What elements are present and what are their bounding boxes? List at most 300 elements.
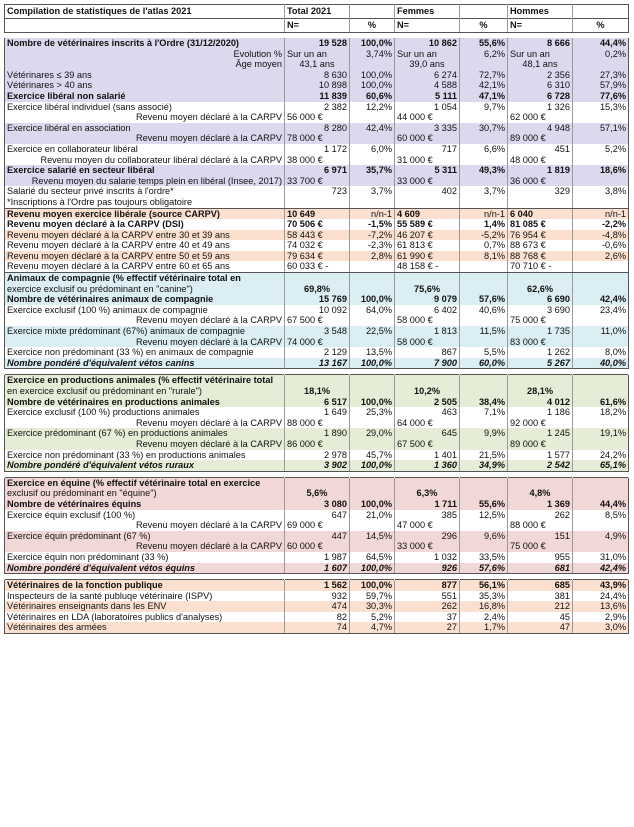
cell-total-n: 60 033 € - bbox=[285, 261, 350, 272]
cell-hommes-n: 47 bbox=[508, 622, 573, 633]
cell-hommes-pct: 18,6% bbox=[573, 165, 629, 176]
cell-hommes-pct: 44,4% bbox=[573, 499, 629, 510]
cell-femmes-n: 1 360 bbox=[395, 460, 460, 471]
cell-total-n bbox=[285, 477, 350, 488]
row-label: Revenu moyen du collaborateur libéral déclaré à la CARPV bbox=[5, 155, 285, 166]
cell-hommes-pct bbox=[573, 375, 629, 386]
cell-total-n: 8 280 bbox=[285, 123, 350, 134]
table-row bbox=[5, 601, 629, 612]
table-row bbox=[5, 91, 629, 102]
cell-total-n: 3 080 bbox=[285, 499, 350, 510]
cell-hommes-n: 6 690 bbox=[508, 294, 573, 305]
cell-hommes-n: 28,1% bbox=[508, 386, 573, 397]
cell-hommes-n: 1 735 bbox=[508, 326, 573, 337]
cell-hommes-n: 262 bbox=[508, 510, 573, 521]
cell-hommes-pct: 18,2% bbox=[573, 407, 629, 418]
cell-total-pct: -2,3% bbox=[350, 240, 395, 251]
table-row bbox=[5, 591, 629, 602]
table-row bbox=[5, 488, 629, 499]
row-label: en exercice exclusif ou prédominant en "rurale") bbox=[5, 386, 285, 397]
table-row bbox=[5, 176, 629, 187]
cell-total-n: 60 000 € bbox=[285, 541, 350, 552]
cell-total-n: 1 172 bbox=[285, 144, 350, 155]
cell-total-pct: -7,2% bbox=[350, 230, 395, 241]
cell-hommes-n: 955 bbox=[508, 552, 573, 563]
cell-femmes-n: 1 813 bbox=[395, 326, 460, 337]
cell-femmes-pct bbox=[460, 284, 508, 295]
cell-femmes-n: 6,3% bbox=[395, 488, 460, 499]
cell-total-n: 723 bbox=[285, 186, 350, 197]
row-label: Nombre pondéré d'équivalent vétos équins bbox=[5, 563, 285, 574]
cell-femmes-n: 75,6% bbox=[395, 284, 460, 295]
row-label: Vétérinaires enseignants dans les ENV bbox=[5, 601, 285, 612]
cell-femmes-pct bbox=[460, 273, 508, 284]
cell-hommes-pct: 23,4% bbox=[573, 305, 629, 316]
cell-hommes-pct bbox=[573, 59, 629, 70]
cell-femmes-n: 1 032 bbox=[395, 552, 460, 563]
cell-total-pct bbox=[350, 439, 395, 450]
cell-femmes-n bbox=[395, 273, 460, 284]
cell-total-pct: 12,2% bbox=[350, 102, 395, 113]
table-row bbox=[5, 428, 629, 439]
cell-femmes-pct: 11,5% bbox=[460, 326, 508, 337]
cell-femmes-pct bbox=[460, 337, 508, 348]
cell-total-pct bbox=[350, 418, 395, 429]
table-row bbox=[5, 123, 629, 134]
cell-femmes-pct: 9,9% bbox=[460, 428, 508, 439]
cell-total-pct bbox=[350, 155, 395, 166]
header-total: Total 2021 bbox=[285, 5, 350, 19]
table-row bbox=[5, 305, 629, 316]
cell-femmes-pct: 56,1% bbox=[460, 580, 508, 591]
cell-total-n: 78 000 € bbox=[285, 133, 350, 144]
row-label: Revenu moyen exercice libérale (source CARPV) bbox=[5, 208, 285, 219]
row-label: Revenu moyen déclaré à la CARPV bbox=[5, 520, 285, 531]
cell-hommes-pct: -4,8% bbox=[573, 230, 629, 241]
row-label: Evolution % bbox=[5, 49, 285, 60]
cell-hommes-pct: 24,4% bbox=[573, 591, 629, 602]
table-row bbox=[5, 197, 629, 208]
row-label: Nombre pondéré d'équivalent vétos canins bbox=[5, 358, 285, 369]
cell-hommes-pct bbox=[573, 315, 629, 326]
row-label: Vétérinares > 40 ans bbox=[5, 80, 285, 91]
cell-femmes-pct: 34,9% bbox=[460, 460, 508, 471]
cell-hommes-n: 4 948 bbox=[508, 123, 573, 134]
cell-hommes-n: 48,1 ans bbox=[508, 59, 573, 70]
cell-femmes-n: 37 bbox=[395, 612, 460, 623]
cell-hommes-n: 81 085 € bbox=[508, 219, 573, 230]
cell-hommes-n: 1 819 bbox=[508, 165, 573, 176]
cell-femmes-pct bbox=[460, 439, 508, 450]
table-row bbox=[5, 397, 629, 408]
cell-total-n: 18,1% bbox=[285, 386, 350, 397]
cell-total-n: 38 000 € bbox=[285, 155, 350, 166]
cell-total-n: 74 bbox=[285, 622, 350, 633]
row-label: Revenu moyen déclaré à la CARPV bbox=[5, 418, 285, 429]
table-row bbox=[5, 460, 629, 471]
table-row bbox=[5, 294, 629, 305]
cell-femmes-n: 33 000 € bbox=[395, 541, 460, 552]
table-row bbox=[5, 386, 629, 397]
cell-femmes-n: 3 335 bbox=[395, 123, 460, 134]
cell-hommes-n: 2 356 bbox=[508, 70, 573, 81]
row-label: Exercice en équine (% effectif vétérinaire total en exercice bbox=[5, 477, 285, 488]
cell-hommes-pct bbox=[573, 337, 629, 348]
cell-hommes-pct bbox=[573, 386, 629, 397]
cell-femmes-pct: 55,6% bbox=[460, 38, 508, 49]
cell-femmes-n: 44 000 € bbox=[395, 112, 460, 123]
cell-total-pct bbox=[350, 477, 395, 488]
row-label: Exercice libéral en association bbox=[5, 123, 285, 134]
cell-hommes-n bbox=[508, 197, 573, 208]
cell-hommes-pct bbox=[573, 439, 629, 450]
header-femmes: Femmes bbox=[395, 5, 460, 19]
cell-hommes-pct bbox=[573, 261, 629, 272]
cell-femmes-n: 296 bbox=[395, 531, 460, 542]
row-label: Revenu moyen déclaré à la CARPV entre 40 et 49 ans bbox=[5, 240, 285, 251]
row-label: Exercice libéral individuel (sans associé) bbox=[5, 102, 285, 113]
cell-total-n bbox=[285, 197, 350, 208]
cell-femmes-pct: 0,7% bbox=[460, 240, 508, 251]
table-row bbox=[5, 499, 629, 510]
cell-total-n: 15 769 bbox=[285, 294, 350, 305]
cell-total-n: 86 000 € bbox=[285, 439, 350, 450]
cell-total-pct bbox=[350, 488, 395, 499]
cell-hommes-pct: n/n-1 bbox=[573, 208, 629, 219]
cell-femmes-n: Sur un an bbox=[395, 49, 460, 60]
cell-hommes-pct: 27,3% bbox=[573, 70, 629, 81]
cell-total-n: 447 bbox=[285, 531, 350, 542]
cell-femmes-pct: 6,2% bbox=[460, 49, 508, 60]
cell-total-n: 43,1 ans bbox=[285, 59, 350, 70]
cell-total-n: 2 382 bbox=[285, 102, 350, 113]
cell-hommes-pct bbox=[573, 112, 629, 123]
cell-hommes-pct: 8,5% bbox=[573, 510, 629, 521]
row-label: Nombre de vétérinaires inscrits à l'Ordre (31/12/2020) bbox=[5, 38, 285, 49]
cell-hommes-pct: 3,0% bbox=[573, 622, 629, 633]
row-label: Nombre de vétérinaires équins bbox=[5, 499, 285, 510]
cell-hommes-n: 62 000 € bbox=[508, 112, 573, 123]
cell-hommes-n: 8 666 bbox=[508, 38, 573, 49]
cell-total-pct: 100,0% bbox=[350, 563, 395, 574]
cell-femmes-pct bbox=[460, 261, 508, 272]
cell-total-pct bbox=[350, 133, 395, 144]
row-label: Exercice équin non prédominant (33 %) bbox=[5, 552, 285, 563]
row-label: Animaux de compagnie (% effectif vétérinaire total en bbox=[5, 273, 285, 284]
cell-femmes-pct: 49,3% bbox=[460, 165, 508, 176]
cell-femmes-pct: -5,2% bbox=[460, 230, 508, 241]
cell-total-n: 10 898 bbox=[285, 80, 350, 91]
row-label: exclusif ou prédominant en "équine") bbox=[5, 488, 285, 499]
table-row bbox=[5, 347, 629, 358]
table-row bbox=[5, 112, 629, 123]
cell-femmes-n: 27 bbox=[395, 622, 460, 633]
cell-hommes-n: 62,6% bbox=[508, 284, 573, 295]
cell-total-n: 8 630 bbox=[285, 70, 350, 81]
cell-hommes-pct: 0,2% bbox=[573, 49, 629, 60]
statistics-table bbox=[4, 4, 629, 634]
cell-hommes-pct: 77,6% bbox=[573, 91, 629, 102]
table-row bbox=[5, 315, 629, 326]
cell-femmes-pct: 60,0% bbox=[460, 358, 508, 369]
cell-total-n: 2 129 bbox=[285, 347, 350, 358]
cell-total-n: 70 506 € bbox=[285, 219, 350, 230]
table-row bbox=[5, 80, 629, 91]
cell-hommes-pct: -0,6% bbox=[573, 240, 629, 251]
cell-femmes-pct bbox=[460, 315, 508, 326]
table-row bbox=[5, 165, 629, 176]
table-row bbox=[5, 240, 629, 251]
cell-femmes-n: 551 bbox=[395, 591, 460, 602]
cell-femmes-pct: 55,6% bbox=[460, 499, 508, 510]
cell-hommes-pct: 42,4% bbox=[573, 294, 629, 305]
cell-femmes-pct: 9,7% bbox=[460, 102, 508, 113]
table-title: Compilation de statistiques de l'atlas 2021 bbox=[5, 5, 285, 19]
cell-total-pct bbox=[350, 197, 395, 208]
cell-hommes-n: Sur un an bbox=[508, 49, 573, 60]
cell-hommes-n bbox=[508, 273, 573, 284]
cell-hommes-n: 1 326 bbox=[508, 102, 573, 113]
cell-total-pct: 100,0% bbox=[350, 460, 395, 471]
cell-hommes-n: 83 000 € bbox=[508, 337, 573, 348]
row-label: Exercice prédominant (67 %) en productions animales bbox=[5, 428, 285, 439]
cell-total-n: 69,8% bbox=[285, 284, 350, 295]
cell-total-n: 79 634 € bbox=[285, 251, 350, 262]
cell-femmes-pct bbox=[460, 176, 508, 187]
table-row bbox=[5, 326, 629, 337]
cell-total-pct bbox=[350, 273, 395, 284]
table-row bbox=[5, 273, 629, 284]
cell-total-pct bbox=[350, 520, 395, 531]
row-label: Revenu moyen déclaré à la CARPV entre 50 et 59 ans bbox=[5, 251, 285, 262]
subheader-n-total: N= bbox=[285, 19, 350, 33]
table-row bbox=[5, 208, 629, 219]
row-label: Revenu moyen déclaré à la CARPV entre 30 et 39 ans bbox=[5, 230, 285, 241]
cell-total-pct bbox=[350, 59, 395, 70]
cell-femmes-n: 33 000 € bbox=[395, 176, 460, 187]
cell-hommes-n: 1 369 bbox=[508, 499, 573, 510]
table-row bbox=[5, 552, 629, 563]
cell-femmes-n: 385 bbox=[395, 510, 460, 521]
cell-total-pct: 100,0% bbox=[350, 358, 395, 369]
table-row bbox=[5, 230, 629, 241]
cell-femmes-n: 60 000 € bbox=[395, 133, 460, 144]
table-row bbox=[5, 144, 629, 155]
cell-total-pct bbox=[350, 112, 395, 123]
cell-total-n: 6 517 bbox=[285, 397, 350, 408]
cell-total-n: 11 839 bbox=[285, 91, 350, 102]
cell-total-pct bbox=[350, 315, 395, 326]
cell-total-n: 647 bbox=[285, 510, 350, 521]
cell-total-n: 474 bbox=[285, 601, 350, 612]
cell-femmes-n: 7 900 bbox=[395, 358, 460, 369]
row-label: Revenu moyen déclaré à la CARPV bbox=[5, 439, 285, 450]
cell-femmes-n: 645 bbox=[395, 428, 460, 439]
cell-femmes-n: 5 311 bbox=[395, 165, 460, 176]
cell-femmes-pct: 40,6% bbox=[460, 305, 508, 316]
cell-femmes-pct: 6,6% bbox=[460, 144, 508, 155]
table-row bbox=[5, 531, 629, 542]
cell-total-pct bbox=[350, 284, 395, 295]
subheader-pct-total: % bbox=[350, 19, 395, 33]
cell-total-n: 932 bbox=[285, 591, 350, 602]
row-label: Revenu moyen déclaré à la CARPV bbox=[5, 112, 285, 123]
cell-total-pct bbox=[350, 337, 395, 348]
cell-hommes-pct: 13,6% bbox=[573, 601, 629, 612]
subheader-n-hommes: N= bbox=[508, 19, 573, 33]
cell-hommes-pct bbox=[573, 477, 629, 488]
row-label: Exercice libéral non salarié bbox=[5, 91, 285, 102]
cell-total-n: 82 bbox=[285, 612, 350, 623]
cell-total-n: 56 000 € bbox=[285, 112, 350, 123]
cell-femmes-n: 10 862 bbox=[395, 38, 460, 49]
subheader-pct-hommes: % bbox=[573, 19, 629, 33]
cell-hommes-n: 151 bbox=[508, 531, 573, 542]
cell-hommes-n: 4 012 bbox=[508, 397, 573, 408]
cell-total-pct: 3,74% bbox=[350, 49, 395, 60]
table-row bbox=[5, 284, 629, 295]
cell-femmes-pct bbox=[460, 520, 508, 531]
cell-hommes-pct: -2,2% bbox=[573, 219, 629, 230]
cell-femmes-pct: 47,1% bbox=[460, 91, 508, 102]
cell-hommes-pct: 24,2% bbox=[573, 450, 629, 461]
cell-hommes-pct: 2,9% bbox=[573, 612, 629, 623]
table-row bbox=[5, 337, 629, 348]
cell-total-pct: 100,0% bbox=[350, 294, 395, 305]
cell-total-n: 88 000 € bbox=[285, 418, 350, 429]
cell-hommes-n: 1 186 bbox=[508, 407, 573, 418]
cell-femmes-pct: 5,5% bbox=[460, 347, 508, 358]
cell-femmes-n bbox=[395, 197, 460, 208]
cell-hommes-pct: 4,9% bbox=[573, 531, 629, 542]
row-label: Âge moyen bbox=[5, 59, 285, 70]
cell-total-n: 1 649 bbox=[285, 407, 350, 418]
row-label: Revenu moyen déclaré à la CARPV bbox=[5, 133, 285, 144]
cell-hommes-pct bbox=[573, 541, 629, 552]
cell-femmes-n: 61 990 € bbox=[395, 251, 460, 262]
cell-femmes-n: 1 711 bbox=[395, 499, 460, 510]
cell-hommes-n: 6 728 bbox=[508, 91, 573, 102]
cell-total-pct: 60,6% bbox=[350, 91, 395, 102]
row-label: Nombre de vétérinaires en productions animales bbox=[5, 397, 285, 408]
cell-femmes-n: 4 588 bbox=[395, 80, 460, 91]
cell-femmes-pct: 12,5% bbox=[460, 510, 508, 521]
cell-hommes-pct bbox=[573, 488, 629, 499]
cell-total-pct: 3,7% bbox=[350, 186, 395, 197]
row-label: Exercice en productions animales (% effectif vétérinaire total bbox=[5, 375, 285, 386]
cell-hommes-n: 88 673 € bbox=[508, 240, 573, 251]
header-row bbox=[5, 5, 629, 19]
cell-total-n: 69 000 € bbox=[285, 520, 350, 531]
cell-femmes-n: 67 500 € bbox=[395, 439, 460, 450]
table-row bbox=[5, 563, 629, 574]
cell-femmes-n: 402 bbox=[395, 186, 460, 197]
cell-hommes-n: 1 245 bbox=[508, 428, 573, 439]
cell-total-n bbox=[285, 375, 350, 386]
cell-hommes-pct: 11,0% bbox=[573, 326, 629, 337]
cell-hommes-pct bbox=[573, 155, 629, 166]
cell-femmes-n: 47 000 € bbox=[395, 520, 460, 531]
cell-total-pct: 100,0% bbox=[350, 580, 395, 591]
table-row bbox=[5, 520, 629, 531]
subheader-pct-femmes: % bbox=[460, 19, 508, 33]
cell-total-pct: 6,0% bbox=[350, 144, 395, 155]
row-label: Revenu moyen déclaré à la CARPV (DSI) bbox=[5, 219, 285, 230]
cell-total-pct: n/n-1 bbox=[350, 208, 395, 219]
cell-hommes-n: 88 000 € bbox=[508, 520, 573, 531]
cell-total-n: 1 987 bbox=[285, 552, 350, 563]
cell-femmes-n: 39,0 ans bbox=[395, 59, 460, 70]
table-row bbox=[5, 70, 629, 81]
cell-hommes-pct: 8,0% bbox=[573, 347, 629, 358]
cell-total-pct bbox=[350, 375, 395, 386]
cell-total-n: 2 978 bbox=[285, 450, 350, 461]
row-label: Revenu moyen déclaré à la CARPV bbox=[5, 337, 285, 348]
cell-femmes-n: 61 813 € bbox=[395, 240, 460, 251]
cell-femmes-pct: 9,6% bbox=[460, 531, 508, 542]
row-label: Exercice non prédominant (33 %) en animaux de compagnie bbox=[5, 347, 285, 358]
cell-femmes-pct: 21,5% bbox=[460, 450, 508, 461]
cell-total-pct: 100,0% bbox=[350, 80, 395, 91]
cell-hommes-pct bbox=[573, 418, 629, 429]
table-row bbox=[5, 155, 629, 166]
cell-total-n: 10 649 bbox=[285, 208, 350, 219]
row-label: Exercice équin exclusif (100 %) bbox=[5, 510, 285, 521]
cell-femmes-pct: n/n-1 bbox=[460, 208, 508, 219]
cell-femmes-pct: 2,4% bbox=[460, 612, 508, 623]
header-hommes: Hommes bbox=[508, 5, 573, 19]
row-label: Nombre pondéré d'équivalent vétos ruraux bbox=[5, 460, 285, 471]
row-label: Exercice en collaborateur libéral bbox=[5, 144, 285, 155]
cell-total-pct: 45,7% bbox=[350, 450, 395, 461]
cell-femmes-pct: 1,4% bbox=[460, 219, 508, 230]
cell-femmes-pct bbox=[460, 375, 508, 386]
cell-hommes-n: 75 000 € bbox=[508, 315, 573, 326]
table-row bbox=[5, 510, 629, 521]
table-row bbox=[5, 261, 629, 272]
cell-hommes-pct: 40,0% bbox=[573, 358, 629, 369]
cell-hommes-n bbox=[508, 375, 573, 386]
table-row bbox=[5, 133, 629, 144]
cell-total-pct: 35,7% bbox=[350, 165, 395, 176]
cell-total-pct: 42,4% bbox=[350, 123, 395, 134]
cell-hommes-n: 2 542 bbox=[508, 460, 573, 471]
table-row bbox=[5, 541, 629, 552]
cell-total-pct bbox=[350, 386, 395, 397]
table-row bbox=[5, 418, 629, 429]
cell-femmes-pct: 35,3% bbox=[460, 591, 508, 602]
cell-hommes-pct: 61,6% bbox=[573, 397, 629, 408]
cell-total-pct: 5,2% bbox=[350, 612, 395, 623]
cell-femmes-n: 463 bbox=[395, 407, 460, 418]
cell-femmes-pct bbox=[460, 541, 508, 552]
table-row bbox=[5, 375, 629, 386]
table-row bbox=[5, 622, 629, 633]
cell-total-n: 1 607 bbox=[285, 563, 350, 574]
cell-femmes-pct bbox=[460, 418, 508, 429]
row-label: Vétérinaires en LDA (laboratoires publics d'analyses) bbox=[5, 612, 285, 623]
cell-total-n: 67 500 € bbox=[285, 315, 350, 326]
cell-femmes-n: 2 505 bbox=[395, 397, 460, 408]
cell-hommes-pct: 57,1% bbox=[573, 123, 629, 134]
cell-femmes-pct bbox=[460, 488, 508, 499]
cell-femmes-pct: 30,7% bbox=[460, 123, 508, 134]
cell-hommes-n: 381 bbox=[508, 591, 573, 602]
cell-total-pct bbox=[350, 261, 395, 272]
cell-femmes-n: 10,2% bbox=[395, 386, 460, 397]
cell-hommes-n: 1 262 bbox=[508, 347, 573, 358]
cell-total-n: 1 562 bbox=[285, 580, 350, 591]
